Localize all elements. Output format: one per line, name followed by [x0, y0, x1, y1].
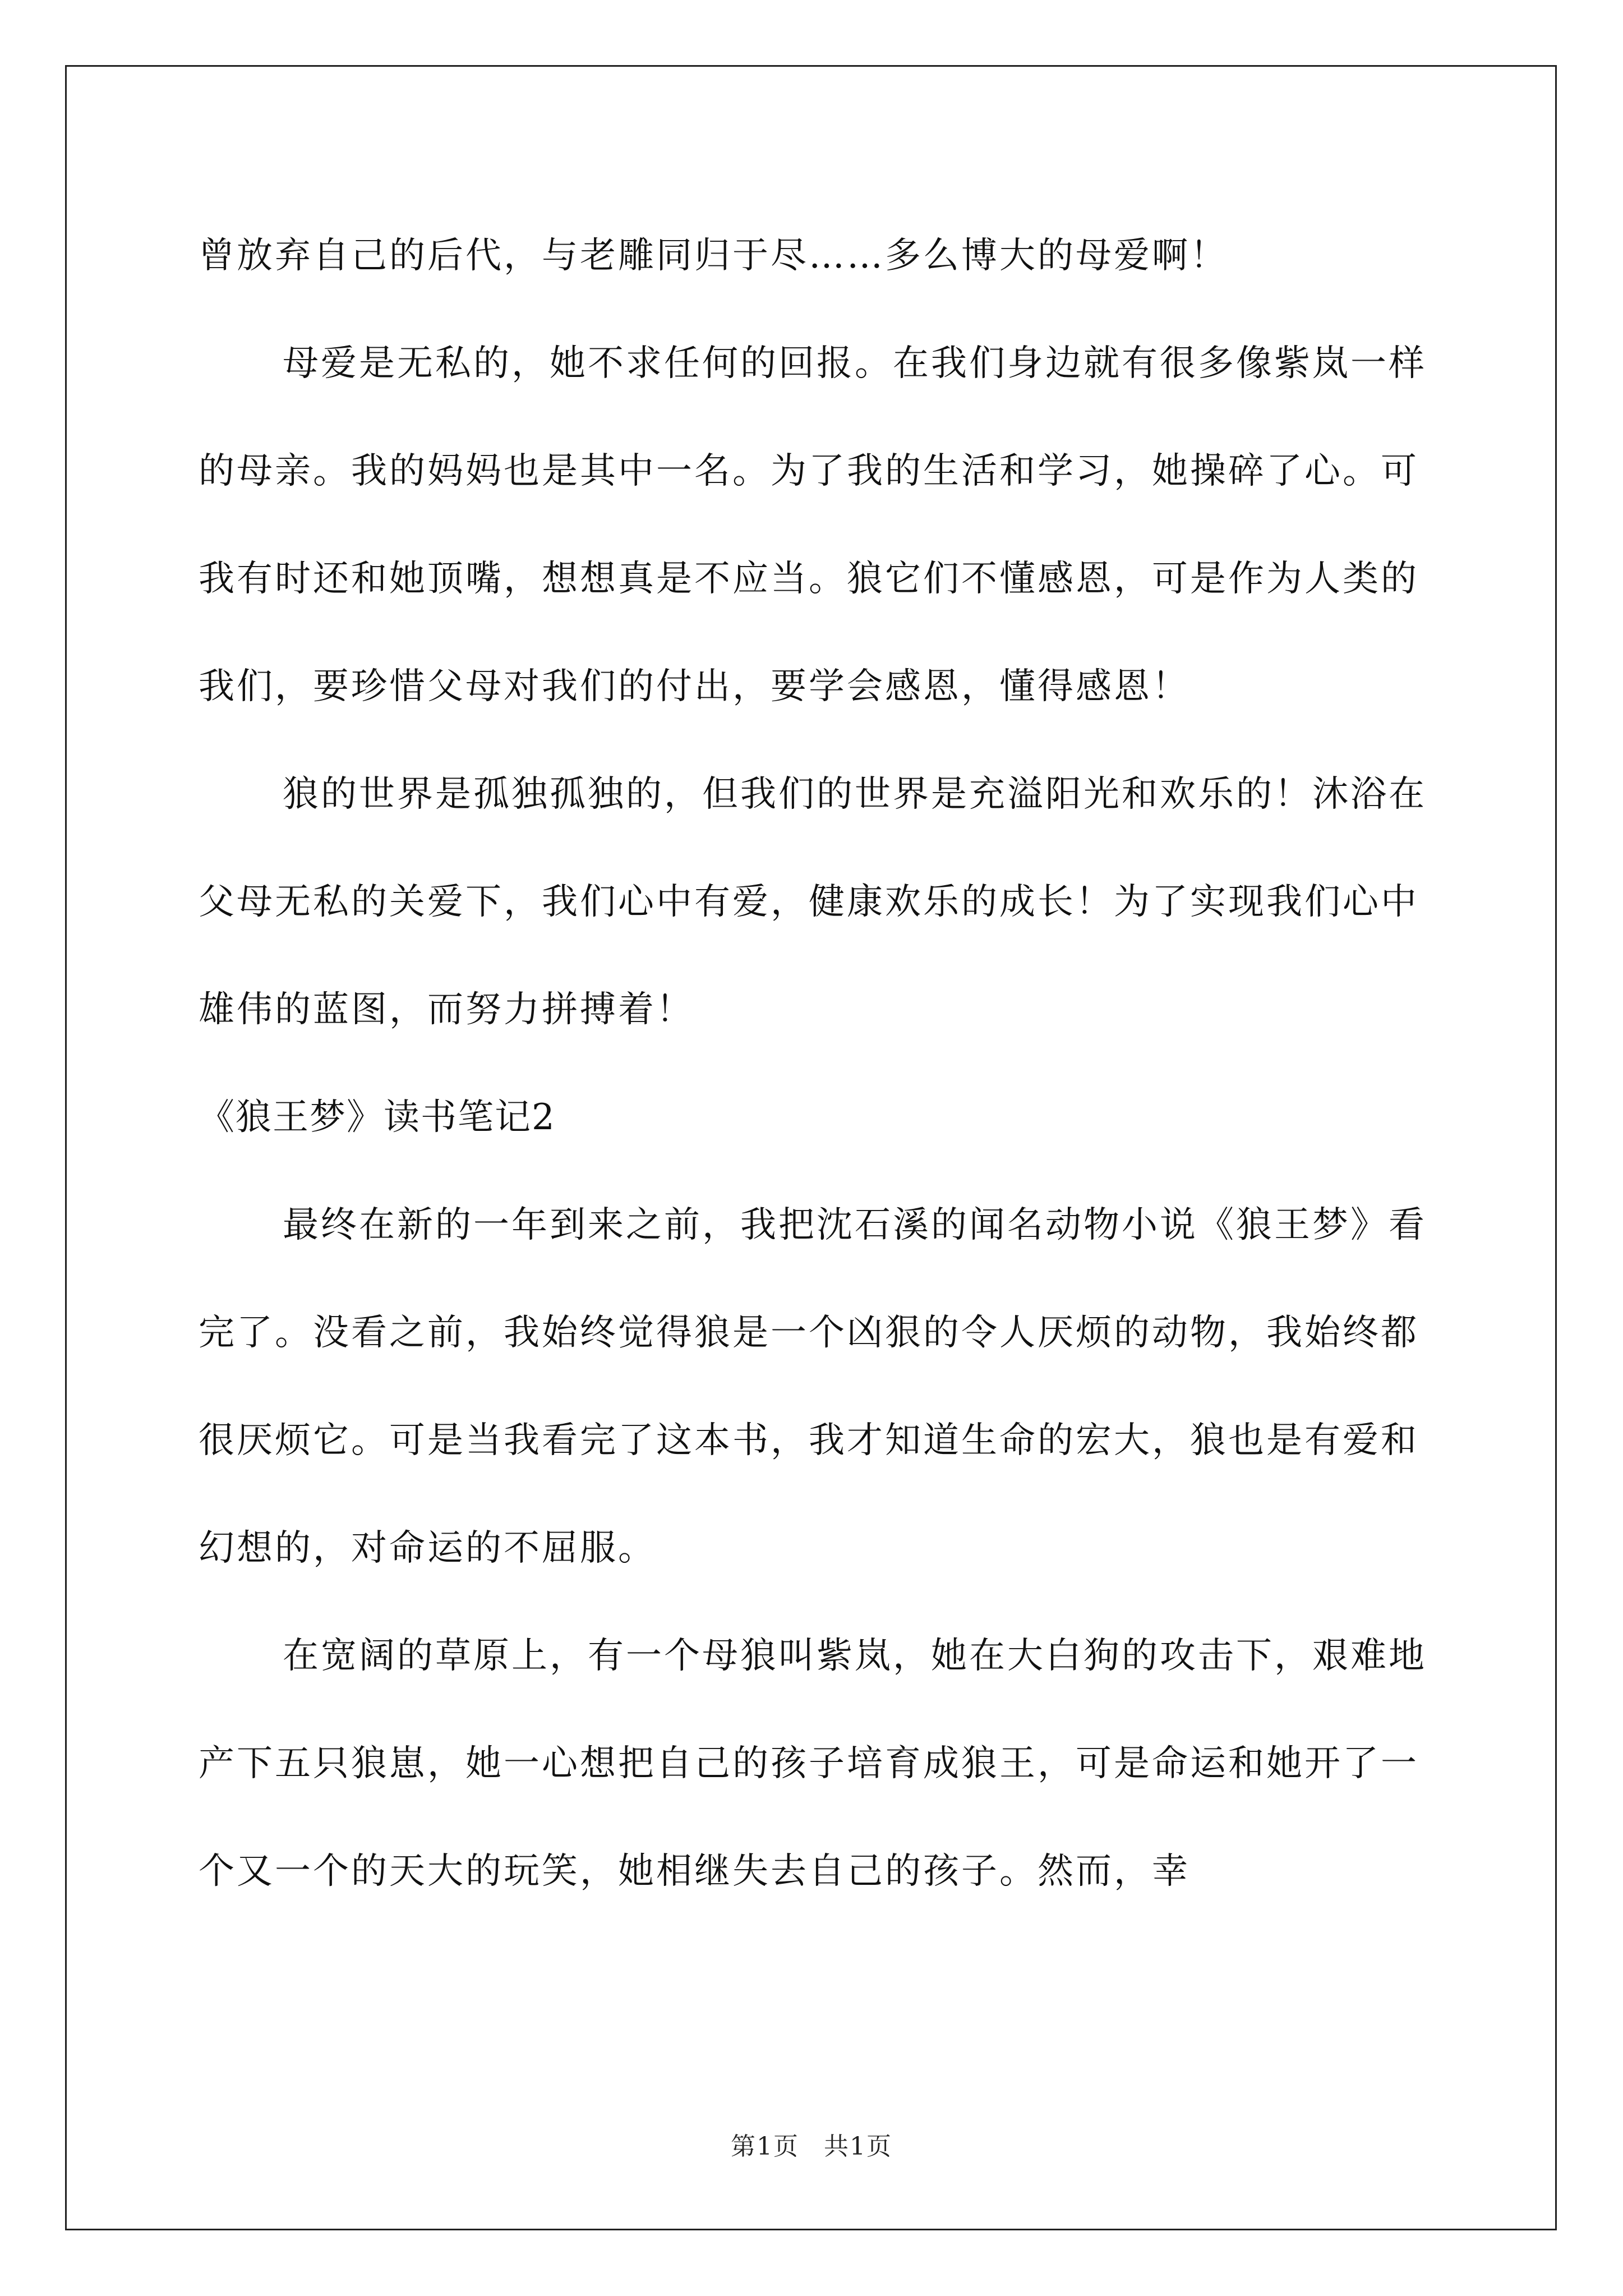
page-number-current: 第1页: [731, 2132, 799, 2161]
paragraph-3: 狼的世界是孤独孤独的，但我们的世界是充溢阳光和欢乐的！沐浴在父母无私的关爱下，我们心中有爱，健康欢乐的成长！为了实现我们心中雄伟的蓝图，而努力拼搏着！: [199, 774, 1427, 1030]
paragraph-5: 在宽阔的草原上，有一个母狼叫紫岚，她在大白狗的攻击下，艰难地产下五只狼崽，她一心想把自己的孩子培育成狼王，可是命运和她开了一个又一个的天大的玩笑，她相继失去自己的孩子。然而，幸: [199, 1635, 1427, 1892]
paragraph-2: 母爱是无私的，她不求任何的回报。在我们身边就有很多像紫岚一样的母亲。我的妈妈也是其中一名。为了我的生活和学习，她操碎了心。可我有时还和她顶嘴，想想真是不应当。狼它们不懂感恩，可是作为人类的我们，要珍惜父母对我们的付出，要学会感恩，懂得感恩！: [199, 343, 1427, 707]
section-heading: 《狼王梦》读书笔记2: [199, 1097, 556, 1138]
page-footer: [0, 2126, 1623, 2162]
document-body: [199, 202, 1432, 1925]
paragraph-1: 曾放弃自己的后代，与老雕同归于尽……多么博大的母爱啊！: [199, 235, 1228, 277]
paragraph-4: 最终在新的一年到来之前，我把沈石溪的闻名动物小说《狼王梦》看完了。没看之前，我始终觉得狼是一个凶狠的令人厌烦的动物，我始终都很厌烦它。可是当我看完了这本书，我才知道生命的宏大，狼也是有爱和幻想的，对命运的不屈服。: [199, 1204, 1427, 1569]
page-number-total: 共1页: [824, 2132, 892, 2161]
